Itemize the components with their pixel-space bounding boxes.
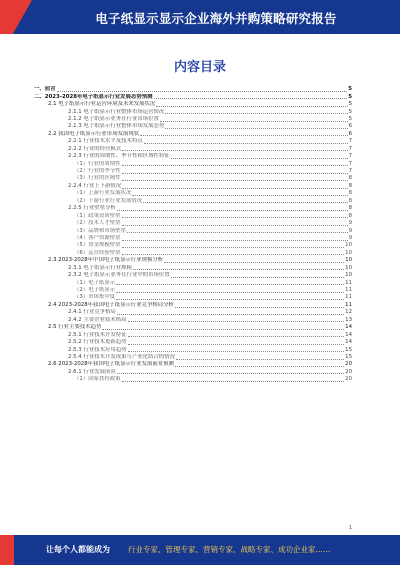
toc-entry-page: 7 — [348, 145, 352, 152]
toc-entry[interactable] — [34, 205, 352, 212]
toc-entry[interactable] — [34, 376, 352, 383]
toc-leader-dots — [122, 225, 348, 226]
toc-entry[interactable] — [34, 220, 352, 227]
toc-entry-label: 2.6 2023-2028年我国电子纸显示行业发展前景预测 — [48, 361, 174, 368]
toc-leader-dots — [143, 202, 347, 203]
toc-entry[interactable] — [34, 175, 352, 182]
toc-entry-page: 20 — [345, 368, 352, 375]
toc-leader-dots — [156, 106, 347, 107]
toc-entry-page: 20 — [345, 376, 352, 383]
toc-leader-dots — [154, 98, 348, 99]
toc-leader-dots — [171, 158, 348, 159]
toc-leader-dots — [128, 351, 345, 352]
toc-leader-dots — [122, 254, 345, 255]
toc-entry[interactable] — [34, 309, 352, 316]
toc-entry-label: （2）下游行业行业发展情况 — [74, 197, 143, 204]
toc-leader-dots — [164, 262, 344, 263]
toc-entry[interactable] — [34, 265, 352, 272]
toc-entry-page: 7 — [348, 160, 352, 167]
toc-entry[interactable] — [34, 242, 352, 249]
toc-entry[interactable] — [34, 346, 352, 353]
toc-heading: 内容目录 — [173, 60, 226, 75]
toc-entry-label: （3）品牌和市场壁垒 — [74, 227, 126, 234]
toc-entry-label: （2）技术人才壁垒 — [74, 220, 121, 227]
toc-leader-dots — [102, 329, 344, 330]
toc-entry[interactable] — [34, 272, 352, 279]
toc-leader-dots — [122, 247, 345, 248]
toc-entry[interactable] — [34, 287, 352, 294]
report-header — [0, 0, 400, 34]
toc-leader-dots — [140, 135, 347, 136]
toc-entry[interactable] — [34, 101, 352, 108]
toc-entry-label: 2.2.5 行业壁垒分析 — [68, 205, 116, 212]
toc-entry-label: 2.4 2023-2028年我国电子纸显示行业竞争格局分析 — [48, 301, 174, 308]
toc-entry[interactable] — [34, 146, 352, 153]
toc-entry[interactable] — [34, 212, 352, 219]
toc-entry[interactable] — [34, 160, 352, 167]
toc-entry-page: 5 — [348, 93, 352, 100]
toc-entry[interactable] — [34, 123, 352, 130]
footer-slogan: 让每个人都能成为 — [46, 545, 110, 554]
toc-leader-dots — [117, 314, 344, 315]
toc-entry-page: 10 — [345, 257, 352, 264]
table-of-contents — [34, 86, 352, 384]
toc-entry-page: 14 — [345, 339, 352, 346]
toc-entry-page: 8 — [348, 190, 352, 197]
toc-entry-page: 9 — [348, 234, 352, 241]
toc-entry-label: 2.2.1 行业技术水平及技术特点 — [68, 138, 143, 145]
toc-entry[interactable] — [34, 93, 352, 100]
toc-entry[interactable] — [34, 294, 352, 301]
toc-entry-page: 6 — [348, 130, 352, 137]
toc-entry-label: （1）上游行业发展状况 — [74, 190, 132, 197]
toc-entry[interactable] — [34, 131, 352, 138]
toc-entry-page: 15 — [345, 353, 352, 360]
toc-entry-label: 2.6.1 行业发展前景 — [68, 368, 116, 375]
toc-entry-page: 7 — [348, 168, 352, 175]
toc-leader-dots — [122, 180, 348, 181]
toc-entry-page: 10 — [345, 272, 352, 279]
toc-entry-label: 2.3 2023-2028年中国电子纸显示行业规模分析 — [48, 257, 164, 264]
toc-entry-page: 5 — [348, 108, 352, 115]
toc-entry-label: 2.1 电子纸显示行业运营环境及未来发展状况 — [48, 101, 156, 108]
toc-entry[interactable] — [34, 317, 352, 324]
toc-entry[interactable] — [34, 257, 352, 264]
toc-leader-dots — [116, 292, 344, 293]
toc-entry-label: 2.5 行业主要技术趋势 — [48, 324, 102, 331]
toc-entry-page: 11 — [345, 301, 352, 308]
toc-entry-label: （1）国家扶持政策 — [74, 376, 121, 383]
toc-entry-label: （3）市场集中度 — [74, 294, 116, 301]
toc-entry-page: 7 — [348, 138, 352, 145]
toc-leader-dots — [144, 143, 348, 144]
toc-entry-page: 10 — [345, 242, 352, 249]
toc-leader-dots — [171, 277, 344, 278]
toc-entry-page: 9 — [348, 220, 352, 227]
toc-entry-page: 11 — [345, 294, 352, 301]
toc-leader-dots — [165, 113, 347, 114]
toc-entry[interactable] — [34, 331, 352, 338]
toc-entry-page: 15 — [345, 346, 352, 353]
toc-entry[interactable] — [34, 354, 352, 361]
toc-entry-label: （2）电子纸显示 — [74, 287, 116, 294]
toc-entry-label: 2.5.4 行业技术开发成果与产业化结合的情况 — [68, 353, 176, 360]
toc-leader-dots — [122, 173, 348, 174]
toc-entry-label: 2.5.3 行业技术应用趋势 — [68, 346, 127, 353]
toc-entry[interactable] — [34, 86, 352, 93]
toc-leader-dots — [117, 210, 348, 211]
toc-entry-page: 12 — [345, 309, 352, 316]
header-accent-stripe — [0, 0, 32, 34]
toc-leader-dots — [57, 91, 348, 92]
toc-entry-page: 14 — [345, 324, 352, 331]
toc-entry-label: 2.5.2 行业技术更新趋势 — [68, 339, 127, 346]
footer-tagline: 行业专家、管理专家、营销专家、战略专家、成功企业家…… — [128, 545, 331, 554]
toc-entry-label: 2.1.1 电子纸显示行业整体市场运营情况 — [68, 108, 165, 115]
toc-entry-label: （1）行业的周期性 — [74, 160, 121, 167]
toc-entry-label: 2.3.1 电子纸显示行业规模 — [68, 264, 132, 271]
toc-entry-page: 5 — [348, 115, 352, 122]
toc-entry-page: 6 — [348, 123, 352, 130]
toc-entry-page: 8 — [348, 205, 352, 212]
toc-entry-page: 7 — [348, 153, 352, 160]
toc-entry-label: 2.1.3 电子纸显示行业整体市场发展态势 — [68, 123, 165, 130]
toc-entry[interactable] — [34, 361, 352, 368]
toc-leader-dots — [122, 150, 347, 151]
toc-leader-dots — [132, 195, 347, 196]
toc-entry[interactable] — [34, 250, 352, 257]
toc-entry-page: 11 — [345, 279, 352, 286]
toc-leader-dots — [133, 269, 344, 270]
toc-entry-label: 2.2.4 行业上下游情况 — [68, 182, 122, 189]
toc-entry-page: 14 — [345, 331, 352, 338]
toc-entry-page: 8 — [348, 175, 352, 182]
toc-entry-page: 10 — [345, 264, 352, 271]
toc-entry-label: （1）电子纸显示 — [74, 279, 116, 286]
toc-leader-dots — [175, 307, 344, 308]
toc-leader-dots — [117, 373, 344, 374]
toc-leader-dots — [128, 321, 345, 322]
toc-leader-dots — [122, 217, 348, 218]
toc-entry-label: 2.3.2 电子纸显示业务在行业中的市场位置 — [68, 272, 170, 279]
toc-entry-label: 2.2.3 行业的周期性、季节性和区域性特征 — [68, 153, 170, 160]
toc-leader-dots — [175, 366, 344, 367]
toc-entry[interactable] — [34, 190, 352, 197]
toc-entry-page: 20 — [345, 361, 352, 368]
toc-entry-label: 2.1.2 电子纸显示业务在行业市场位置 — [68, 115, 159, 122]
toc-entry-label: （1）政策资质壁垒 — [74, 212, 121, 219]
toc-leader-dots — [176, 359, 344, 360]
toc-entry-page: 11 — [345, 287, 352, 294]
toc-leader-dots — [160, 121, 348, 122]
toc-entry[interactable] — [34, 339, 352, 346]
toc-leader-dots — [122, 188, 347, 189]
toc-entry[interactable] — [34, 324, 352, 331]
footer-accent-stripe — [0, 535, 14, 565]
page-number: 1 — [348, 525, 352, 531]
toc-entry[interactable] — [34, 235, 352, 242]
toc-entry[interactable] — [34, 198, 352, 205]
toc-entry-label: （5）资金规模壁垒 — [74, 242, 121, 249]
toc-leader-dots — [128, 344, 345, 345]
toc-entry[interactable] — [34, 302, 352, 309]
toc-entry-label: 2.4.1 行业竞争格局 — [68, 309, 116, 316]
toc-entry-page: 8 — [348, 212, 352, 219]
toc-entry[interactable] — [34, 116, 352, 123]
toc-leader-dots — [116, 299, 344, 300]
toc-entry-page: 9 — [348, 227, 352, 234]
report-footer — [0, 535, 400, 565]
toc-entry[interactable] — [34, 279, 352, 286]
toc-entry-label: 2.2.2 行业的经营模式 — [68, 145, 122, 152]
toc-entry[interactable] — [34, 108, 352, 115]
toc-leader-dots — [128, 336, 345, 337]
toc-entry-page: 13 — [345, 316, 352, 323]
toc-entry-page: 5 — [348, 86, 352, 93]
toc-entry-label: （3）行业的区域性 — [74, 175, 121, 182]
report-title: 电子纸显示显示企业海外并购策略研究报告 — [95, 11, 337, 26]
toc-entry-label: 2.2 我国电子纸显示行业市场发展现状 — [48, 130, 140, 137]
toc-entry[interactable] — [34, 168, 352, 175]
toc-entry-label: 2.4.2 主要企业技术格局 — [68, 316, 127, 323]
toc-entry-label: （4）客户资源壁垒 — [74, 234, 121, 241]
toc-leader-dots — [116, 284, 344, 285]
toc-leader-dots — [122, 165, 348, 166]
toc-entry[interactable] — [34, 183, 352, 190]
toc-entry-label: 2.5.1 行业技术开发特征 — [68, 331, 127, 338]
toc-entry-page: 10 — [345, 249, 352, 256]
toc-leader-dots — [122, 240, 348, 241]
toc-entry[interactable] — [34, 227, 352, 234]
toc-entry-label: 二、2023-2028年电子纸显示行业发展态势预测 — [34, 93, 153, 100]
toc-entry[interactable] — [34, 138, 352, 145]
toc-leader-dots — [165, 128, 347, 129]
toc-leader-dots — [127, 232, 348, 233]
toc-leader-dots — [122, 381, 345, 382]
toc-entry[interactable] — [34, 153, 352, 160]
toc-entry-label: 一、前言 — [34, 86, 56, 93]
toc-entry-page: 8 — [348, 197, 352, 204]
toc-entry-label: （6）运营经验壁垒 — [74, 249, 121, 256]
toc-entry-page: 5 — [348, 101, 352, 108]
toc-entry-page: 8 — [348, 182, 352, 189]
toc-entry[interactable] — [34, 369, 352, 376]
toc-entry-label: （2）行业的季节性 — [74, 168, 121, 175]
